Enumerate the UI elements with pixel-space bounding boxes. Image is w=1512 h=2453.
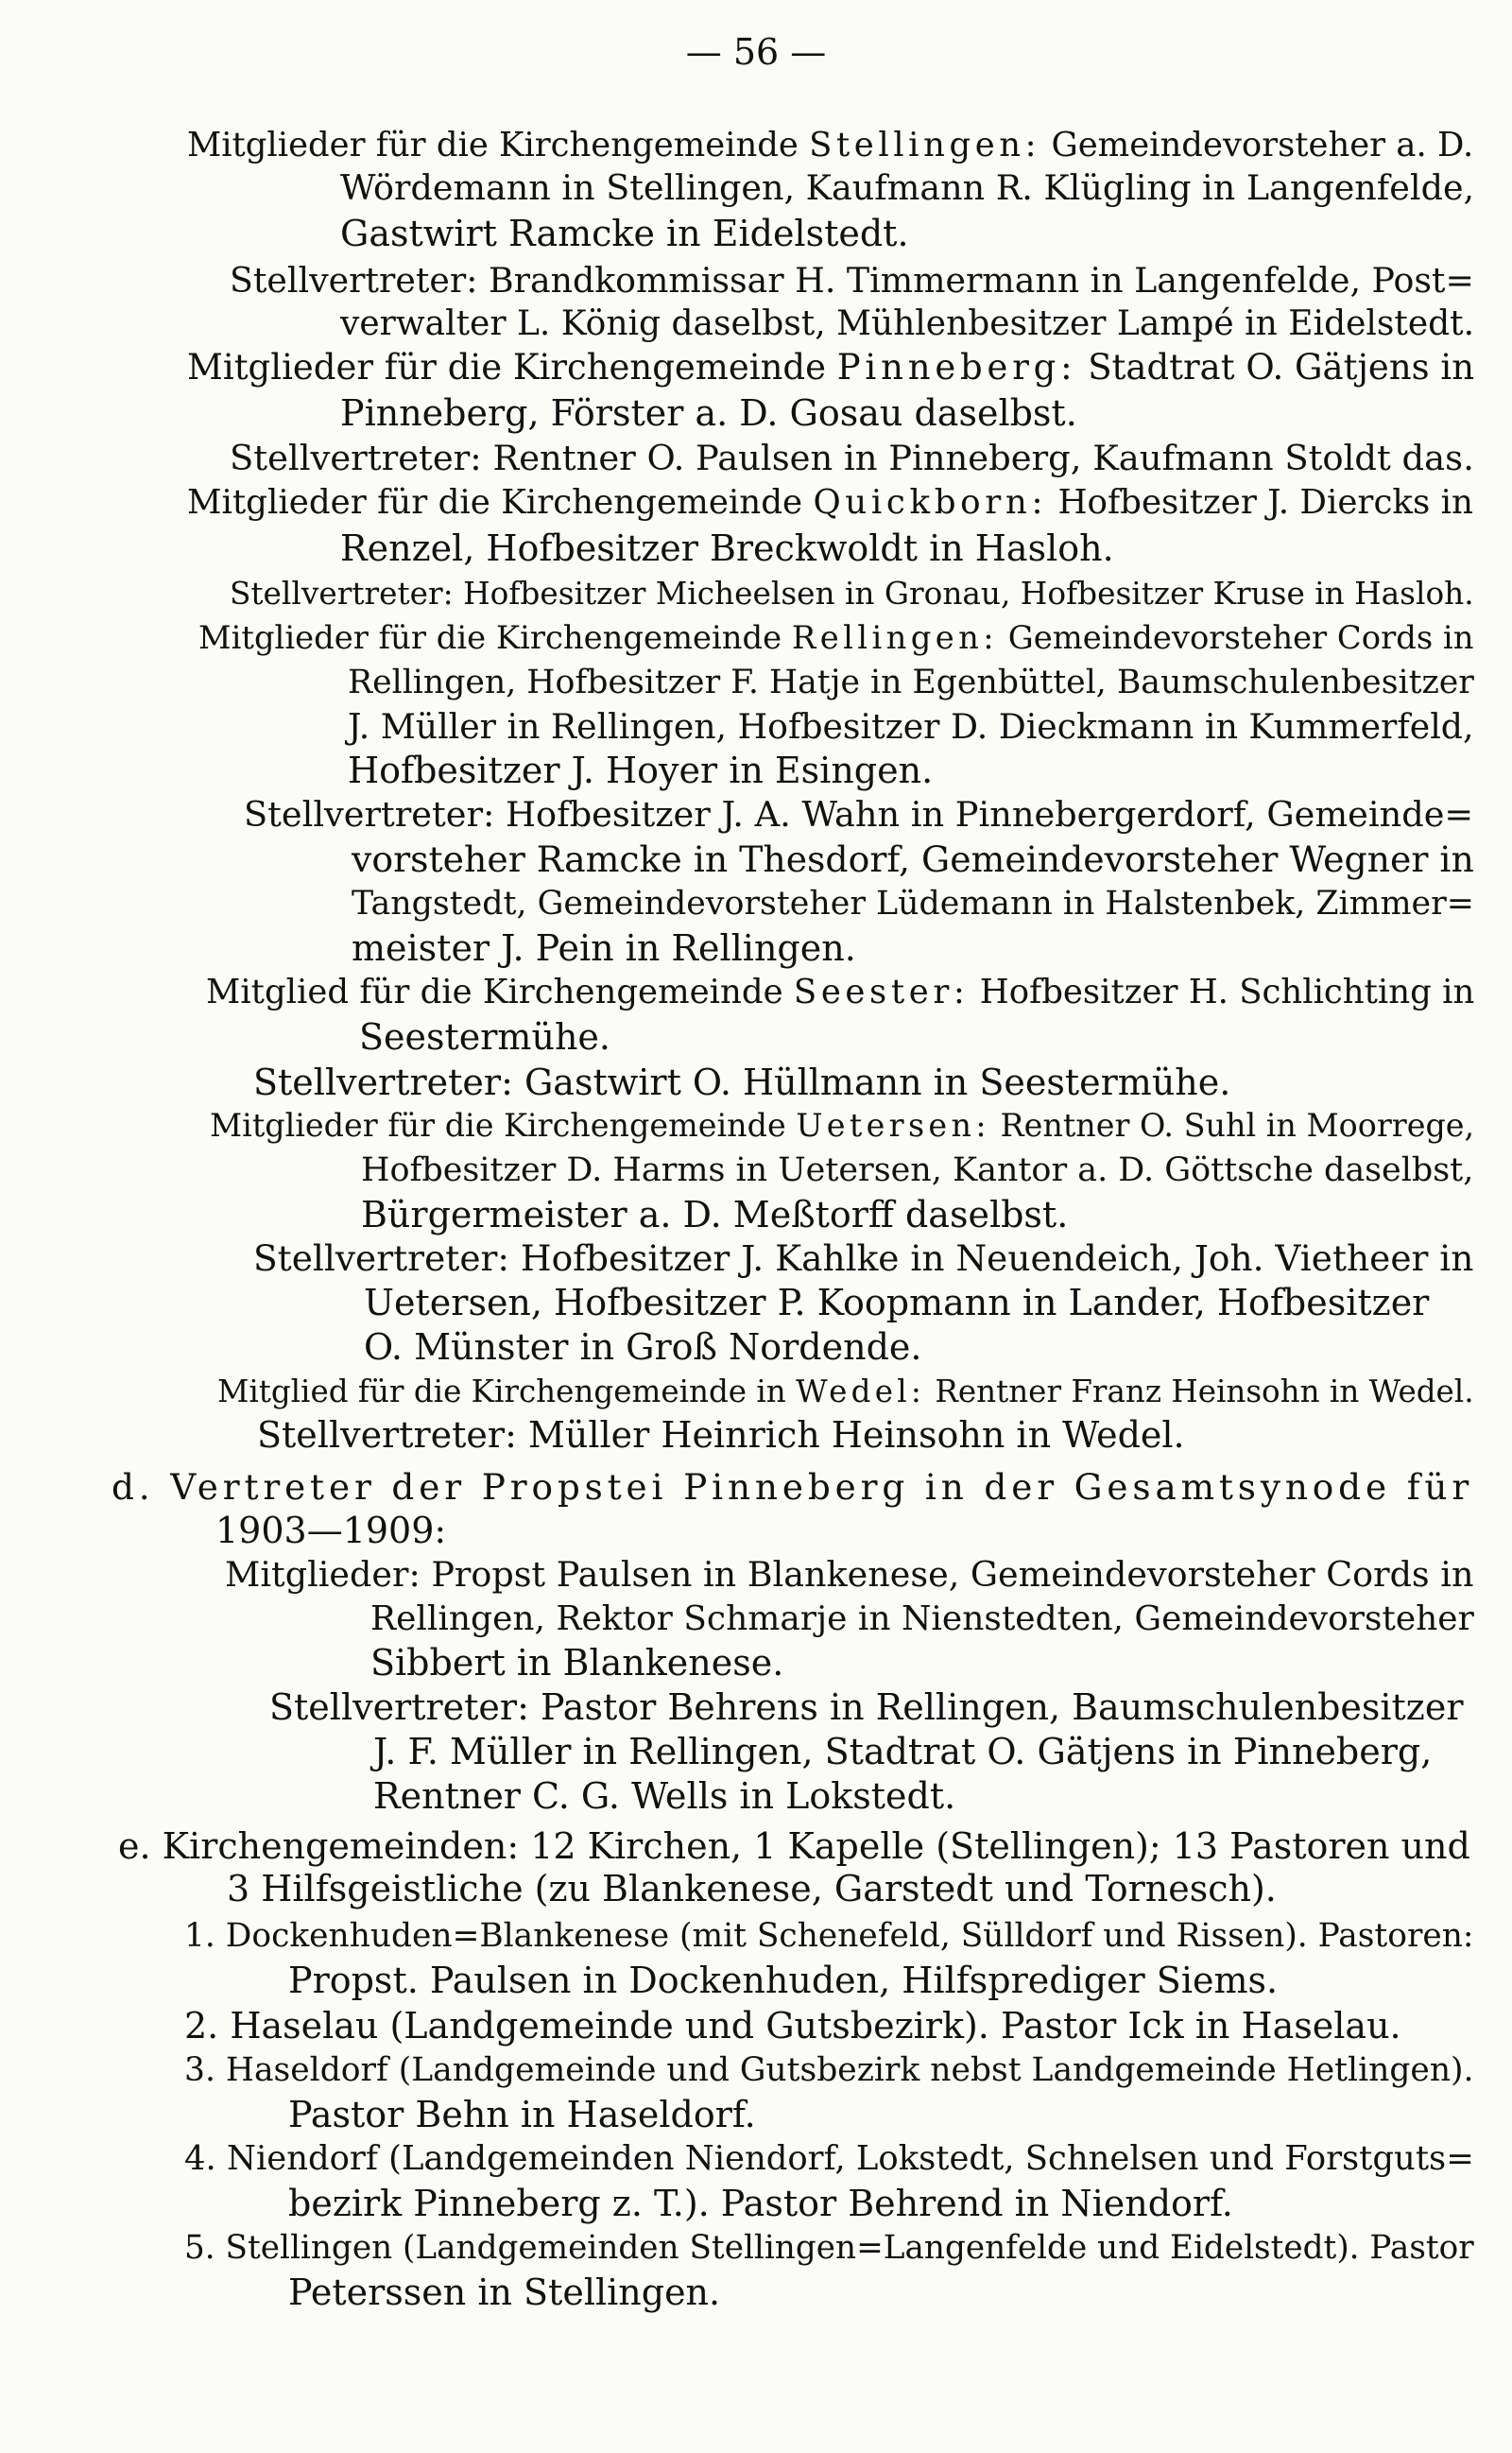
text-line: Renzel, Hofbesitzer Breckwoldt in Hasloh. <box>340 527 1114 569</box>
text-line: Bürgermeister a. D. Meßtorff daselbst. <box>361 1194 1069 1235</box>
text-line: Pastor Behn in Haseldorf. <box>288 2094 756 2135</box>
text-line: 1903—1909: <box>215 1510 447 1551</box>
text-line: Seestermühe. <box>359 1016 610 1058</box>
text-line: verwalter L. König daselbst, Mühlenbesitzer Lampé in Eidelstedt. <box>340 304 1475 343</box>
place-name: Pinneberg: <box>836 347 1077 388</box>
text-line: Uetersen, Hofbesitzer P. Koopmann in Lander, Hofbesitzer <box>364 1282 1430 1323</box>
text-line: Mitglieder für die Kirchengemeinde Quickborn: Hofbesitzer J. Diercks in <box>187 483 1473 522</box>
list-item: 1. Dockenhuden=Blankenese (mit Schenefeld, Sülldorf und Rissen). Pastoren: <box>184 1917 1474 1955</box>
list-item: 3. Haseldorf (Landgemeinde und Gutsbezirk nebst Landgemeinde Hetlingen). <box>184 2051 1474 2089</box>
place-name: Stellingen: <box>809 126 1041 164</box>
text-line: Wördemann in Stellingen, Kaufmann R. Klügling in Langenfelde, <box>340 167 1475 208</box>
text-line: Gastwirt Ramcke in Eidelstedt. <box>340 213 909 254</box>
text-line: Sibbert in Blankenese. <box>370 1642 784 1684</box>
text-line: Stellvertreter: Hofbesitzer J. A. Wahn in Pinnebergerdorf, Gemeinde= <box>244 794 1474 835</box>
text-line: O. Münster in Groß Nordende. <box>364 1326 922 1368</box>
text-line: Rellingen, Hofbesitzer F. Hatje in Egenbüttel, Baumschulenbesitzer <box>348 664 1474 701</box>
text-line: Rellingen, Rektor Schmarje in Nienstedten, Gemeindevorsteher <box>370 1599 1474 1638</box>
text-line: meister J. Pein in Rellingen. <box>352 927 856 969</box>
text-line: Mitglied für die Kirchengemeinde Seester: Hofbesitzer H. Schlichting in <box>206 973 1475 1011</box>
text-line: Mitglieder für die Kirchengemeinde Stellingen: Gemeindevorsteher a. D. <box>187 126 1474 164</box>
text-line: Mitglieder: Propst Paulsen in Blankenese, Gemeindevorsteher Cords in <box>225 1554 1474 1595</box>
list-item: 2. Haselau (Landgemeinde und Gutsbezirk). Pastor Ick in Haselau. <box>184 2005 1401 2047</box>
list-item: 4. Niendorf (Landgemeinden Niendorf, Lokstedt, Schnelsen und Forstguts= <box>184 2139 1474 2178</box>
text-line: Stellvertreter: Pastor Behrens in Rellingen, Baumschulenbesitzer <box>269 1686 1464 1728</box>
text-line: Stellvertreter: Gastwirt O. Hüllmann in Seestermühe. <box>253 1062 1231 1103</box>
text-line: Pinneberg, Förster a. D. Gosau daselbst. <box>340 392 1077 434</box>
text-line: Mitglieder für die Kirchengemeinde Pinneberg: Stadtrat O. Gätjens in <box>187 347 1475 388</box>
text-line: Mitglieder für die Kirchengemeinde Uetersen: Rentner O. Suhl in Moorrege, <box>210 1107 1475 1144</box>
text-line: Peterssen in Stellingen. <box>288 2272 721 2313</box>
text-line: Hofbesitzer J. Hoyer in Esingen. <box>348 750 934 791</box>
place-name: Uetersen: <box>796 1107 990 1144</box>
text-line: Mitglied für die Kirchengemeinde in Wedel: Rentner Franz Heinsohn in Wedel. <box>217 1373 1474 1409</box>
text-line: Propst. Paulsen in Dockenhuden, Hilfsprediger Siems. <box>288 1960 1279 2001</box>
text-line: J. Müller in Rellingen, Hofbesitzer D. Dieckmann in Kummerfeld, <box>348 706 1474 747</box>
text-line: Stellvertreter: Hofbesitzer J. Kahlke in Neuendeich, Joh. Vietheer in <box>253 1237 1474 1279</box>
section-heading-e: e. Kirchengemeinden: 12 Kirchen, 1 Kapelle (Stellingen); 13 Pastoren und <box>118 1825 1470 1867</box>
section-heading-d: d. Vertreter der Propstei Pinneberg in der Gesamtsynode für <box>112 1466 1474 1508</box>
text-line: 3 Hilfsgeistliche (zu Blankenese, Garstedt und Tornesch). <box>227 1868 1277 1909</box>
text-line: Rentner C. G. Wells in Lokstedt. <box>373 1775 956 1817</box>
text-line: Stellvertreter: Brandkommissar H. Timmermann in Langenfelde, Post= <box>230 260 1474 301</box>
text-line: Mitglieder für die Kirchengemeinde Rellingen: Gemeindevorsteher Cords in <box>198 619 1474 656</box>
place-name: Seester: <box>793 973 970 1011</box>
list-item: 5. Stellingen (Landgemeinden Stellingen=Langenfelde und Eidelstedt). Pastor <box>184 2229 1474 2267</box>
text-line: J. F. Müller in Rellingen, Stadtrat O. Gätjens in Pinneberg, <box>373 1731 1433 1772</box>
text-line: bezirk Pinneberg z. T.). Pastor Behrend in Niendorf. <box>288 2183 1233 2224</box>
place-name: Rellingen: <box>791 619 999 656</box>
page-number: — 56 — <box>685 31 827 73</box>
text-line: Stellvertreter: Hofbesitzer Micheelsen in Gronau, Hofbesitzer Kruse in Hasloh. <box>230 576 1474 612</box>
place-name: Wedel: <box>796 1373 926 1409</box>
place-name: Quickborn: <box>813 483 1048 522</box>
text-line: Stellvertreter: Müller Heinrich Heinsohn in Wedel. <box>257 1414 1185 1456</box>
text-line: vorsteher Ramcke in Thesdorf, Gemeindevorsteher Wegner in <box>352 838 1474 880</box>
text-line: Tangstedt, Gemeindevorsteher Lüdemann in Halstenbek, Zimmer= <box>352 885 1474 923</box>
text-line: Hofbesitzer D. Harms in Uetersen, Kantor a. D. Göttsche daselbst, <box>361 1151 1474 1189</box>
text-line: Stellvertreter: Rentner O. Paulsen in Pinneberg, Kaufmann Stoldt das. <box>230 438 1474 478</box>
